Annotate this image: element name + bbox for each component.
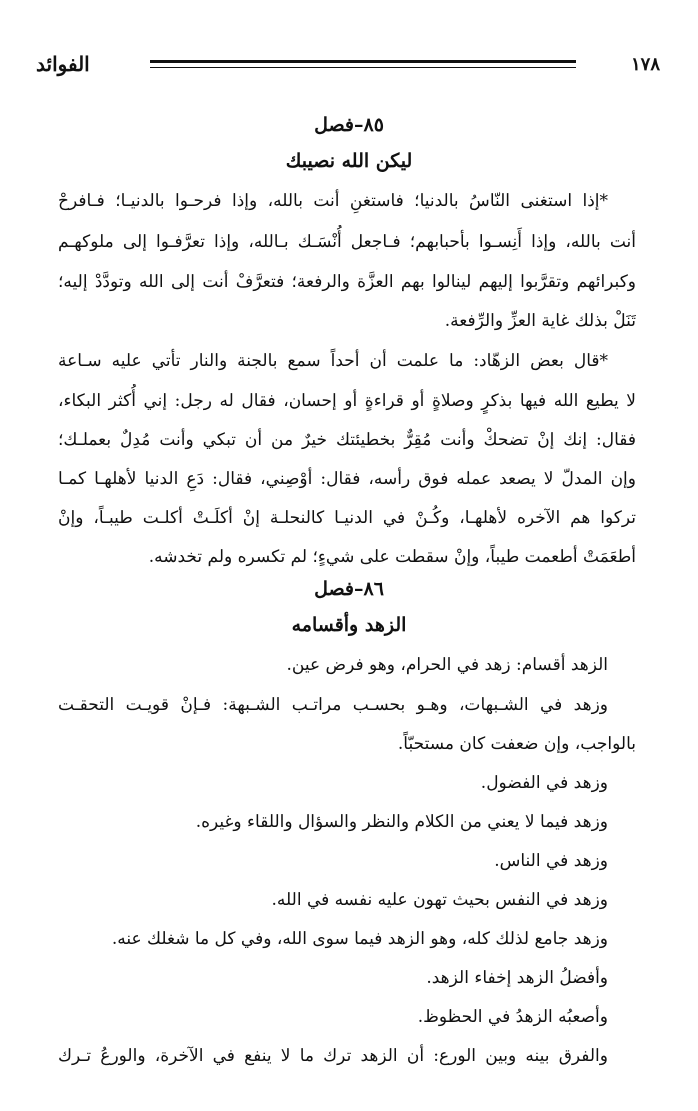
paragraph-line: وإن المدلّ لا يصعد عمله فوق رأسه، فقال: أوْصِني، فقال: دَعِ الدنيا لأهلهـا كمـا <box>58 469 636 489</box>
header-rule-thin <box>150 67 576 68</box>
section-86-title: الزهد وأقسامه <box>291 614 407 636</box>
paragraph-line: الزهد أقسام: زهد في الحرام، وهو فرض عين. <box>286 655 608 675</box>
paragraph-line: وزهد في الفضول. <box>480 773 608 793</box>
paragraph-line: أطعَمَتْ أطعمت طيباً، وإنْ سقطت على شيءٍ؛ لم تكسره ولم تخدشه. <box>148 547 636 567</box>
paragraph-line: *إذا استغنى النّاسُ بالدنيا؛ فاستغنِ أنت بالله، وإذا فرحـوا بالدنيـا؛ فـافرحْ <box>58 191 608 211</box>
paragraph-line: تَنَلْ بذلك غاية العزِّ والرِّفعة. <box>444 311 636 331</box>
page-number: ١٧٨ <box>630 54 660 75</box>
paragraph-line: وزهد في النفس بحيث تهون عليه نفسه في الله. <box>271 890 608 910</box>
paragraph-line: والفرق بينه وبين الورع: أن الزهد ترك ما لا ينفع في الآخرة، والورعُ تـرك <box>58 1046 608 1066</box>
paragraph-line: أنت بالله، وإذا أَنِسـوا بأحبابهم؛ فـاجعل أُنْسَـك بـالله، وإذا تعرَّفـوا إلى ملوكهـم <box>58 232 636 252</box>
book-title: الفوائد <box>36 52 90 76</box>
paragraph-line: وأصعبُه الزهدُ في الحظوظ. <box>417 1007 608 1027</box>
paragraph-line: *قال بعض الزهّاد: ما علمت أن أحداً سمع بالجنة والنار تأتي عليه سـاعة <box>58 351 608 371</box>
section-85-title: ليكن الله نصيبك <box>285 150 413 172</box>
section-85-number: ٨٥–فصل <box>314 114 384 136</box>
paragraph-line: وزهد جامع لذلك كله، وهو الزهد فيما سوى الله، وفي كل ما شغلك عنه. <box>111 929 608 949</box>
paragraph-line: بالواجب، وإن ضعفت كان مستحبّاً. <box>397 734 636 754</box>
running-header <box>32 48 668 84</box>
paragraph-line: فقال: إنك إنْ تضحكْ وأنت مُقِرٌّ بخطيئتك خيرٌ من أن تبكي وأنت مُدِلٌ بعملـك؛ <box>58 430 636 450</box>
paragraph-line: وزهد فيما لا يعني من الكلام والنظر والسؤال واللقاء وغيره. <box>195 812 608 832</box>
paragraph-line: وكبرائهم وتقرَّبوا إليهم لينالوا بهم العزَّة والرفعة؛ فتعرَّفْ أنت إلى الله وتودَّدْ إليه؛ <box>58 272 636 292</box>
paragraph-line: وزهد في الناس. <box>494 851 608 871</box>
paragraph-line: لا يطيع الله فيها بذكرٍ وصلاةٍ أو قراءةٍ أو إحسان، فقال له رجل: إني أُكثر البكاء، <box>58 391 636 411</box>
section-86-number: ٨٦–فصل <box>314 578 384 600</box>
paragraph-line: وأفضلُ الزهد إخفاء الزهد. <box>426 968 608 988</box>
paragraph-line: تركوا هم الآخره لأهلهـا، وكُـنْ في الدنيـا كالنحلـة إنْ أكلَـتْ أكلـت طيبـاً، وإنْ <box>58 508 636 528</box>
paragraph-line: وزهد في الشـبهات، وهـو بحسـب مراتـب الشـبهة: فـإنْ قويـت التحقـت <box>58 695 608 715</box>
header-rule <box>150 60 576 63</box>
